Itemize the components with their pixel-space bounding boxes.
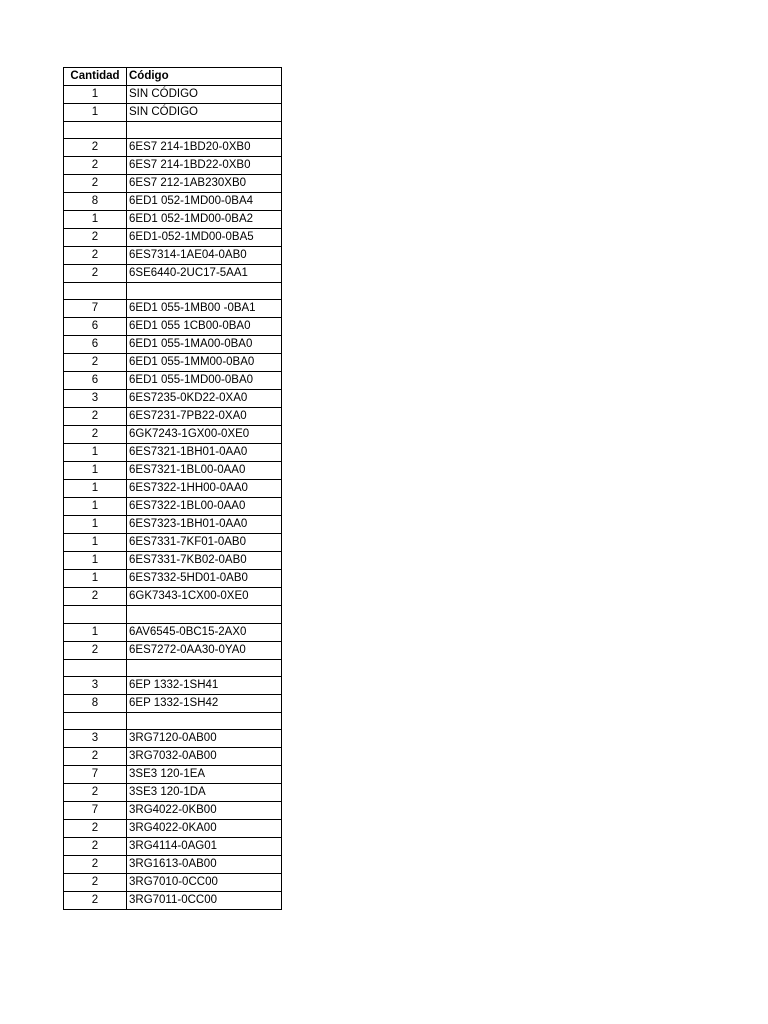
qty-cell: 1 — [64, 104, 127, 122]
qty-cell: 8 — [64, 193, 127, 211]
code-cell: 3RG7011-0CC00 — [127, 891, 282, 909]
code-cell: 3RG4114-0AG01 — [127, 837, 282, 855]
table-row — [64, 390, 282, 408]
code-cell: 6ES7321-1BL00-0AA0 — [127, 462, 282, 480]
code-cell: 3RG7032-0AB00 — [127, 747, 282, 765]
qty-cell: 2 — [64, 837, 127, 855]
code-cell: 6ES7 214-1BD20-0XB0 — [127, 139, 282, 157]
table-row — [64, 694, 282, 712]
code-cell: 6ED1 055-1MM00-0BA0 — [127, 354, 282, 372]
qty-cell: 2 — [64, 408, 127, 426]
table-row — [64, 318, 282, 336]
qty-cell: 6 — [64, 318, 127, 336]
qty-cell: 3 — [64, 729, 127, 747]
table-row — [64, 300, 282, 318]
qty-cell: 1 — [64, 86, 127, 104]
table-row — [64, 122, 282, 139]
qty-cell: 2 — [64, 873, 127, 891]
code-cell — [127, 712, 282, 729]
table-row — [64, 157, 282, 175]
table-row — [64, 729, 282, 747]
code-cell: 6ES7322-1BL00-0AA0 — [127, 498, 282, 516]
table-row — [64, 659, 282, 676]
code-cell: 6ED1 052-1MD00-0BA2 — [127, 211, 282, 229]
code-cell: 6ED1-052-1MD00-0BA5 — [127, 229, 282, 247]
code-cell: 6EP 1332-1SH42 — [127, 694, 282, 712]
code-cell: 6ES7 214-1BD22-0XB0 — [127, 157, 282, 175]
table-row — [64, 641, 282, 659]
table-row — [64, 480, 282, 498]
table-row — [64, 712, 282, 729]
code-cell: 3RG4022-0KB00 — [127, 801, 282, 819]
table-body — [64, 86, 282, 910]
code-cell — [127, 283, 282, 300]
qty-cell: 7 — [64, 801, 127, 819]
table-row — [64, 516, 282, 534]
qty-cell: 1 — [64, 516, 127, 534]
qty-cell — [64, 712, 127, 729]
table-row — [64, 372, 282, 390]
qty-cell: 2 — [64, 783, 127, 801]
table-row — [64, 837, 282, 855]
code-cell: 6ES7321-1BH01-0AA0 — [127, 444, 282, 462]
table-row — [64, 747, 282, 765]
table-row — [64, 426, 282, 444]
code-cell: 6ES7314-1AE04-0AB0 — [127, 247, 282, 265]
table-row — [64, 444, 282, 462]
code-cell: 6GK7243-1GX00-0XE0 — [127, 426, 282, 444]
code-cell: 6ES7 212-1AB230XB0 — [127, 175, 282, 193]
table-row — [64, 462, 282, 480]
qty-cell: 6 — [64, 336, 127, 354]
table-row — [64, 570, 282, 588]
table-row — [64, 552, 282, 570]
table-row — [64, 588, 282, 606]
qty-cell: 2 — [64, 354, 127, 372]
table-row — [64, 623, 282, 641]
code-cell: 6AV6545-0BC15-2AX0 — [127, 623, 282, 641]
code-cell: 3RG1613-0AB00 — [127, 855, 282, 873]
code-cell: 6ES7272-0AA30-0YA0 — [127, 641, 282, 659]
qty-cell: 8 — [64, 694, 127, 712]
qty-cell: 7 — [64, 300, 127, 318]
code-cell: 6ES7331-7KB02-0AB0 — [127, 552, 282, 570]
code-cell: 6ED1 055-1MA00-0BA0 — [127, 336, 282, 354]
table-row — [64, 606, 282, 623]
qty-cell: 1 — [64, 498, 127, 516]
code-cell: 6ES7331-7KF01-0AB0 — [127, 534, 282, 552]
code-cell: 3SE3 120-1EA — [127, 765, 282, 783]
qty-cell: 1 — [64, 480, 127, 498]
code-cell: 6ES7322-1HH00-0AA0 — [127, 480, 282, 498]
table-row — [64, 139, 282, 157]
table-row — [64, 819, 282, 837]
qty-cell: 3 — [64, 676, 127, 694]
table-row — [64, 86, 282, 104]
qty-cell: 2 — [64, 139, 127, 157]
code-cell: 6GK7343-1CX00-0XE0 — [127, 588, 282, 606]
qty-cell: 2 — [64, 641, 127, 659]
table-row — [64, 498, 282, 516]
qty-cell — [64, 606, 127, 623]
table-row — [64, 855, 282, 873]
qty-cell: 1 — [64, 570, 127, 588]
qty-cell: 2 — [64, 426, 127, 444]
qty-cell — [64, 283, 127, 300]
table-row — [64, 211, 282, 229]
code-cell: 6ED1 055-1MB00 -0BA1 — [127, 300, 282, 318]
qty-cell: 1 — [64, 552, 127, 570]
code-cell: SIN CÓDIGO — [127, 86, 282, 104]
qty-cell: 2 — [64, 229, 127, 247]
table-row — [64, 765, 282, 783]
table-row — [64, 783, 282, 801]
qty-cell: 2 — [64, 247, 127, 265]
code-cell: 6ED1 055 1CB00-0BA0 — [127, 318, 282, 336]
qty-cell: 2 — [64, 588, 127, 606]
table-row — [64, 336, 282, 354]
qty-cell: 1 — [64, 211, 127, 229]
code-cell: 6SE6440-2UC17-5AA1 — [127, 265, 282, 283]
qty-cell: 1 — [64, 462, 127, 480]
table-row — [64, 247, 282, 265]
table-header — [64, 68, 282, 86]
table-row — [64, 175, 282, 193]
table-row — [64, 193, 282, 211]
qty-cell: 2 — [64, 891, 127, 909]
parts-table — [63, 67, 282, 910]
qty-cell: 2 — [64, 265, 127, 283]
qty-cell: 2 — [64, 157, 127, 175]
code-cell — [127, 659, 282, 676]
code-cell: SIN CÓDIGO — [127, 104, 282, 122]
code-cell: 6EP 1332-1SH41 — [127, 676, 282, 694]
code-cell: 6ES7323-1BH01-0AA0 — [127, 516, 282, 534]
code-cell: 6ED1 055-1MD00-0BA0 — [127, 372, 282, 390]
qty-cell: 1 — [64, 623, 127, 641]
table-row — [64, 534, 282, 552]
table-row — [64, 408, 282, 426]
code-cell: 3RG7120-0AB00 — [127, 729, 282, 747]
code-cell: 6ES7332-5HD01-0AB0 — [127, 570, 282, 588]
column-header-code: Código — [127, 68, 282, 86]
code-cell: 3RG7010-0CC00 — [127, 873, 282, 891]
table-row — [64, 676, 282, 694]
table-row — [64, 265, 282, 283]
code-cell: 6ES7235-0KD22-0XA0 — [127, 390, 282, 408]
table-row — [64, 891, 282, 909]
code-cell — [127, 122, 282, 139]
table-row — [64, 354, 282, 372]
code-cell: 3RG4022-0KA00 — [127, 819, 282, 837]
header-row — [64, 68, 282, 86]
qty-cell — [64, 659, 127, 676]
qty-cell: 6 — [64, 372, 127, 390]
qty-cell: 2 — [64, 175, 127, 193]
qty-cell — [64, 122, 127, 139]
qty-cell: 1 — [64, 534, 127, 552]
code-cell: 6ES7231-7PB22-0XA0 — [127, 408, 282, 426]
table-row — [64, 801, 282, 819]
qty-cell: 1 — [64, 444, 127, 462]
table-row — [64, 283, 282, 300]
qty-cell: 2 — [64, 819, 127, 837]
table-row — [64, 873, 282, 891]
column-header-qty: Cantidad — [64, 68, 127, 86]
table-row — [64, 104, 282, 122]
qty-cell: 2 — [64, 747, 127, 765]
table-row — [64, 229, 282, 247]
qty-cell: 2 — [64, 855, 127, 873]
qty-cell: 3 — [64, 390, 127, 408]
spreadsheet-sheet — [63, 67, 282, 910]
code-cell: 6ED1 052-1MD00-0BA4 — [127, 193, 282, 211]
code-cell — [127, 606, 282, 623]
qty-cell: 7 — [64, 765, 127, 783]
code-cell: 3SE3 120-1DA — [127, 783, 282, 801]
